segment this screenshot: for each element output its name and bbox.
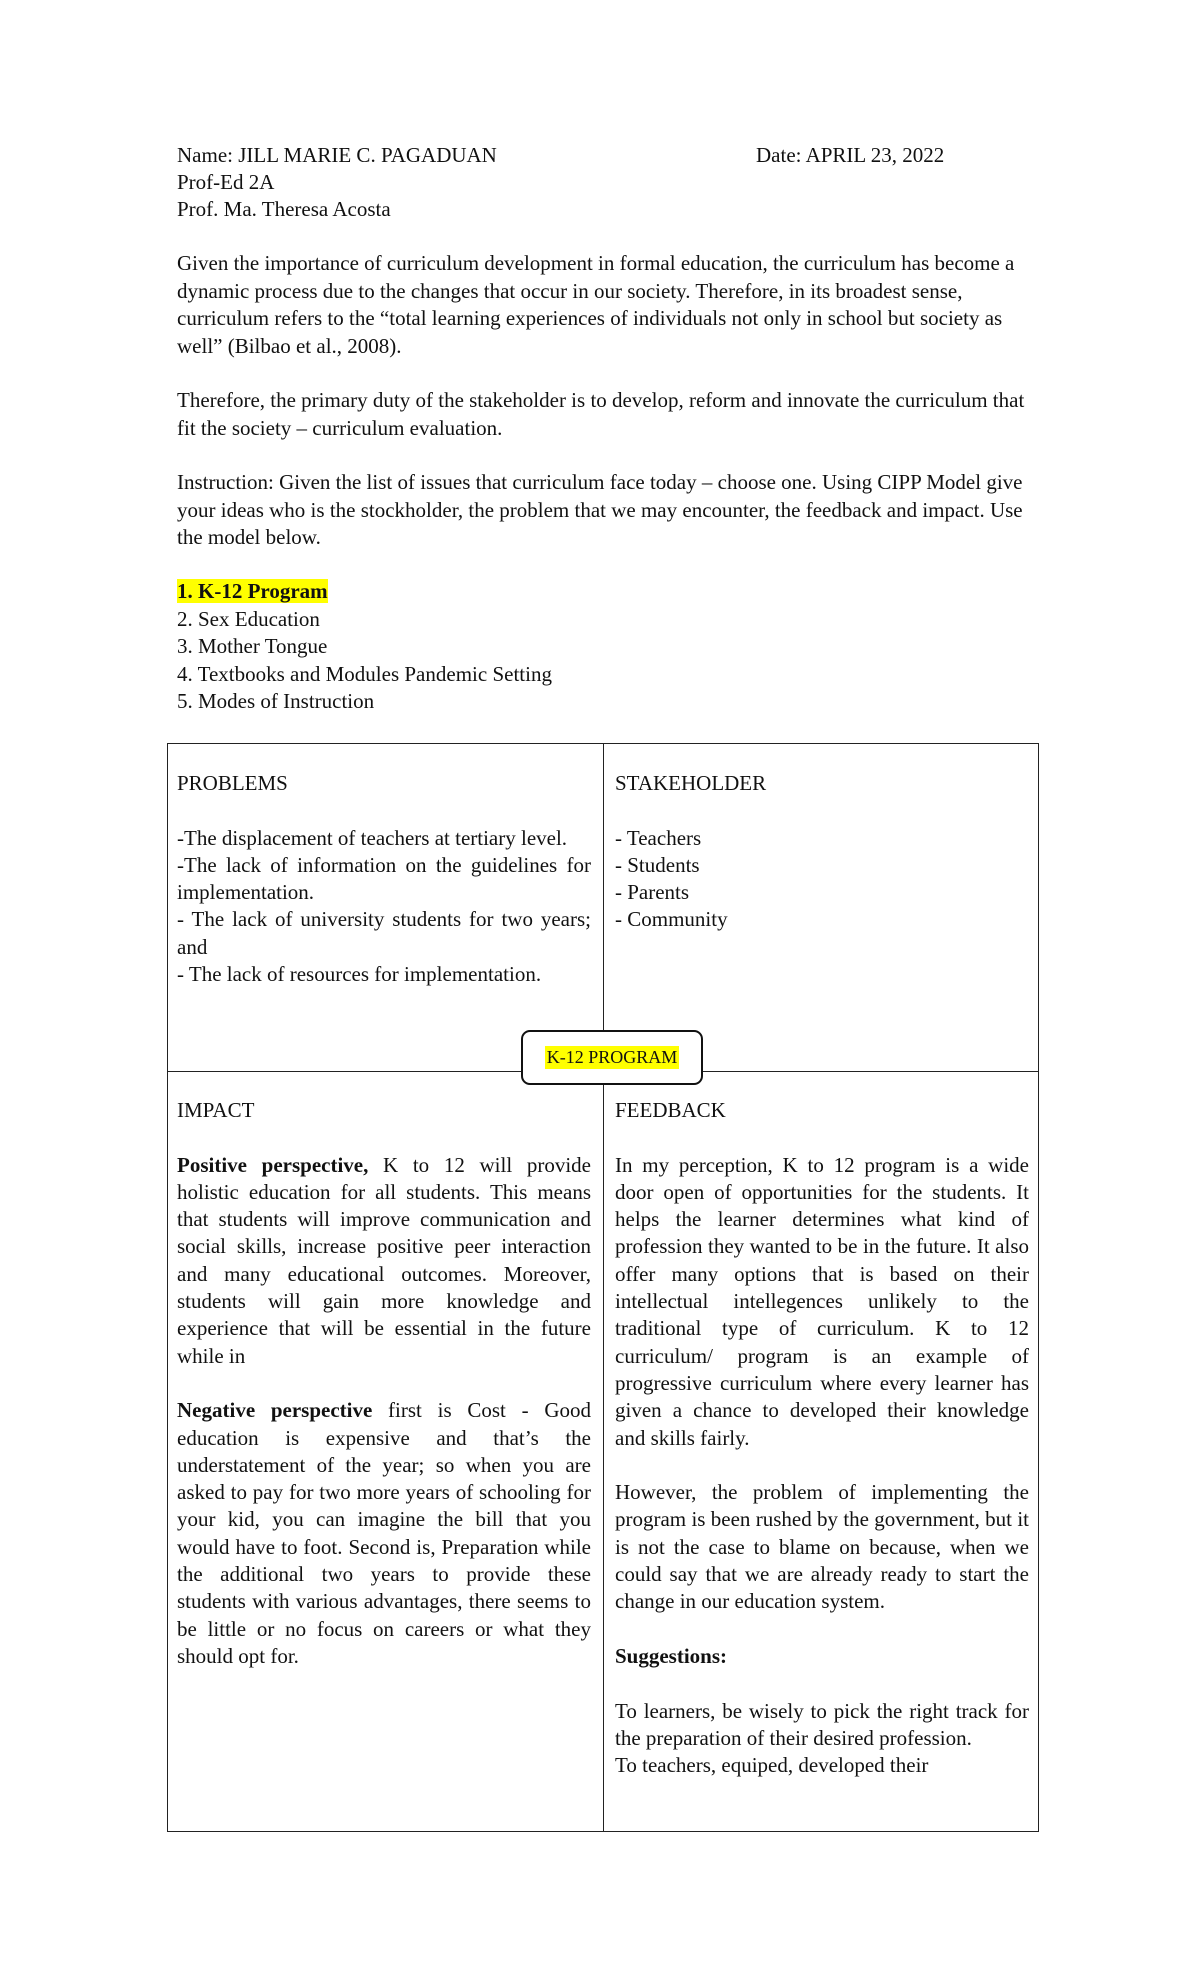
list-item: 1. K-12 Program <box>177 579 328 603</box>
suggestions-heading: Suggestions: <box>615 1643 728 1668</box>
intro-paragraph-2: Therefore, the primary duty of the stakeholder is to develop, reform and innovate the curriculum that fit the society – curriculum evaluation. <box>177 388 1025 440</box>
student-name: Name: JILL MARIE C. PAGADUAN <box>177 143 497 167</box>
stakeholder-item: - Community <box>615 907 728 932</box>
intro-paragraph-1: Given the importance of curriculum development in formal education, the curriculum has become a dynamic process due to the changes that occur in our society. Therefore, in its broadest sense, curriculum refers to the “total learning experiences of individuals not only in school but society as well” (Bilbao et al., 2008). <box>177 251 1015 358</box>
issues-list <box>177 578 777 716</box>
positive-label: Positive perspective, <box>177 1152 369 1177</box>
section-label: Prof-Ed 2A <box>177 170 275 194</box>
problem-item: - The lack of resources for implementation. <box>177 962 542 987</box>
negative-text: first is Cost - Good education is expensive and that’s the understatement of the year; so when you are asked to pay for two more years of schooling for your kid, you can imagine the bill that you would have to foot. Second is, Preparation while the additional two years to provide these students with various advantages, there seems to be little or no focus on careers or what they should opt for. <box>177 1398 591 1668</box>
cipp-table <box>167 743 1039 1832</box>
feedback-paragraph-2: However, the problem of implementing the program is been rushed by the government, but it is not the case to blame on because, when we could say that we are already ready to start the change in our education system. <box>615 1480 1029 1614</box>
problem-item: -The lack of information on the guidelines for implementation. <box>177 852 591 905</box>
professor-name: Prof. Ma. Theresa Acosta <box>177 197 391 221</box>
impact-positive <box>177 1152 591 1370</box>
feedback-cell <box>615 1097 1029 1779</box>
list-item: 3. Mother Tongue <box>177 634 328 658</box>
stakeholder-heading: STAKEHOLDER <box>615 771 767 795</box>
suggestion-item: To learners, be wisely to pick the right track for the preparation of their desired profession. <box>615 1698 1029 1750</box>
problems-cell <box>177 770 591 988</box>
stakeholder-item: - Teachers <box>615 825 702 850</box>
list-item: 5. Modes of Instruction <box>177 689 375 713</box>
list-item: 2. Sex Education <box>177 606 320 631</box>
submission-date: Date: APRIL 23, 2022 <box>756 143 945 167</box>
problem-item: - The lack of university students for two years; and <box>177 907 591 959</box>
suggestion-item: To teachers, equiped, developed their <box>615 1753 929 1778</box>
problems-heading: PROBLEMS <box>177 771 288 795</box>
problem-item: -The displacement of teachers at tertiary level. <box>177 825 568 850</box>
stakeholder-item: - Students <box>615 852 700 877</box>
impact-heading: IMPACT <box>177 1098 255 1122</box>
table-vertical-divider <box>603 744 604 1831</box>
list-item: 4. Textbooks and Modules Pandemic Setting <box>177 661 552 686</box>
feedback-heading: FEEDBACK <box>615 1098 726 1122</box>
stakeholder-cell <box>615 770 1029 934</box>
negative-label: Negative perspective <box>177 1398 373 1423</box>
center-program-label: K-12 PROGRAM <box>521 1030 703 1085</box>
instruction-paragraph: Instruction: Given the list of issues that curriculum face today – choose one. Using CIPP Model give your ideas who is the stockholder, the problem that we may encounter, the feedback and impact. Use the model below. <box>177 470 1023 549</box>
impact-cell <box>177 1097 591 1670</box>
stakeholder-item: - Parents <box>615 880 690 905</box>
positive-text: K to 12 will provide holistic education for all students. This means that students will improve communication and social skills, increase positive peer interaction and many educational outcomes. Moreover, students will gain more knowledge and experience that will be essential in the future while in <box>177 1152 591 1368</box>
impact-negative <box>177 1397 591 1670</box>
feedback-paragraph-1: In my perception, K to 12 program is a wide door open of opportunities for the students. It helps the learner determines what kind of profession they wanted to be in the future. It also offer many options that is based on their intellectual intellegences unlikely to the traditional type of curriculum. K to 12 curriculum/ program is an example of progressive curriculum where every learner has given a chance to developed their knowledge and skills fairly. <box>615 1152 1029 1450</box>
